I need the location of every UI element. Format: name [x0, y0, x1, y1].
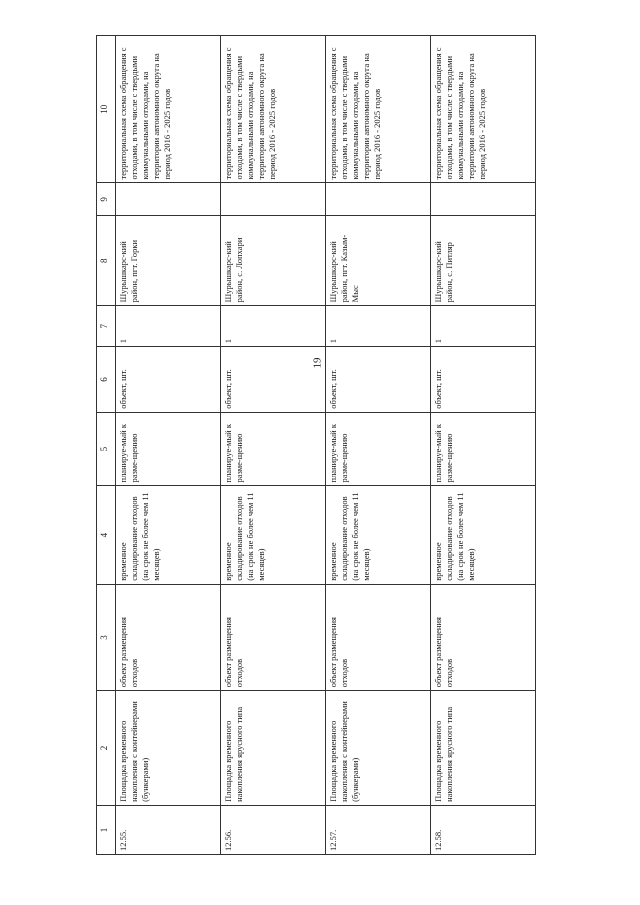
- row-number: 12.56.: [221, 805, 326, 854]
- object-extra: [221, 183, 326, 216]
- column-number: 6: [97, 347, 116, 413]
- object-name: Площадка временного накопления с контейнерами (бункерами): [116, 691, 221, 806]
- object-location: Шурышкарс-кий район, пгт. Горки: [116, 216, 221, 306]
- object-location: Шурышкарс-кий район, пгт. Казым-Мыс: [326, 216, 431, 306]
- object-kind: объект размещения отходов: [221, 584, 326, 690]
- object-quantity: 1: [116, 306, 221, 347]
- object-unit: объект, шт.: [431, 347, 536, 413]
- table-row: [116, 36, 221, 855]
- object-kind: объект размещения отходов: [431, 584, 536, 690]
- object-unit: объект, шт.: [116, 347, 221, 413]
- object-unit: объект, шт.: [326, 347, 431, 413]
- table-row: [431, 36, 536, 855]
- object-status: планируе-мый к разме-щению: [116, 412, 221, 486]
- object-basis: территориальная схема обращения с отходами, в том числе с твердыми коммунальными отходами, на территории автономного округа на период 2016 - 2025 годов: [116, 36, 221, 184]
- object-kind: объект размещения отходов: [116, 584, 221, 690]
- column-number: 3: [97, 584, 116, 690]
- object-status: планируе-мый к разме-щению: [326, 412, 431, 486]
- table-row: [221, 36, 326, 855]
- object-kind: объект размещения отходов: [326, 584, 431, 690]
- object-location: Шурышкарс-кий район, с. Питляр: [431, 216, 536, 306]
- object-quantity: 1: [326, 306, 431, 347]
- object-purpose: временное складирование отходов (на срок не более чем 11 месяцев): [326, 486, 431, 584]
- page-number: 19: [311, 357, 324, 369]
- column-number: 2: [97, 691, 116, 806]
- object-purpose: временное складирование отходов (на срок не более чем 11 месяцев): [221, 486, 326, 584]
- object-purpose: временное складирование отходов (на срок не более чем 11 месяцев): [431, 486, 536, 584]
- row-number: 12.57.: [326, 805, 431, 854]
- object-extra: [116, 183, 221, 216]
- object-basis: территориальная схема обращения с отходами, в том числе с твердыми коммунальными отходами, на территории автономного округа на период 2016 - 2025 годов: [221, 36, 326, 184]
- object-purpose: временное складирование отходов (на срок не более чем 11 месяцев): [116, 486, 221, 584]
- object-location: Шурышкарс-кий район, с. Лопхари: [221, 216, 326, 306]
- object-status: планируе-мый к разме-щению: [431, 412, 536, 486]
- object-status: планируе-мый к разме-щению: [221, 412, 326, 486]
- column-number: 9: [97, 183, 116, 216]
- rotated-table-container: [96, 35, 536, 855]
- object-quantity: 1: [221, 306, 326, 347]
- column-number: 5: [97, 412, 116, 486]
- column-number: 8: [97, 216, 116, 306]
- object-basis: территориальная схема обращения с отходами, в том числе с твердыми коммунальными отходами, на территории автономного округа на период 2016 - 2025 годов: [431, 36, 536, 184]
- column-number: 10: [97, 36, 116, 184]
- column-number-row: [97, 36, 116, 855]
- table-row: [326, 36, 431, 855]
- object-quantity: 1: [431, 306, 536, 347]
- object-basis: территориальная схема обращения с отходами, в том числе с твердыми коммунальными отходами, на территории автономного округа на период 2016 - 2025 годов: [326, 36, 431, 184]
- row-number: 12.58.: [431, 805, 536, 854]
- object-unit: объект, шт.: [221, 347, 326, 413]
- object-extra: [431, 183, 536, 216]
- column-number: 7: [97, 306, 116, 347]
- object-extra: [326, 183, 431, 216]
- column-number: 1: [97, 805, 116, 854]
- object-name: Площадка временного накопления ярусного типа: [221, 691, 326, 806]
- row-number: 12.55.: [116, 805, 221, 854]
- object-name: Площадка временного накопления с контейнерами (бункерами): [326, 691, 431, 806]
- objects-table: [96, 35, 536, 855]
- object-name: Площадка временного накопления ярусного типа: [431, 691, 536, 806]
- column-number: 4: [97, 486, 116, 584]
